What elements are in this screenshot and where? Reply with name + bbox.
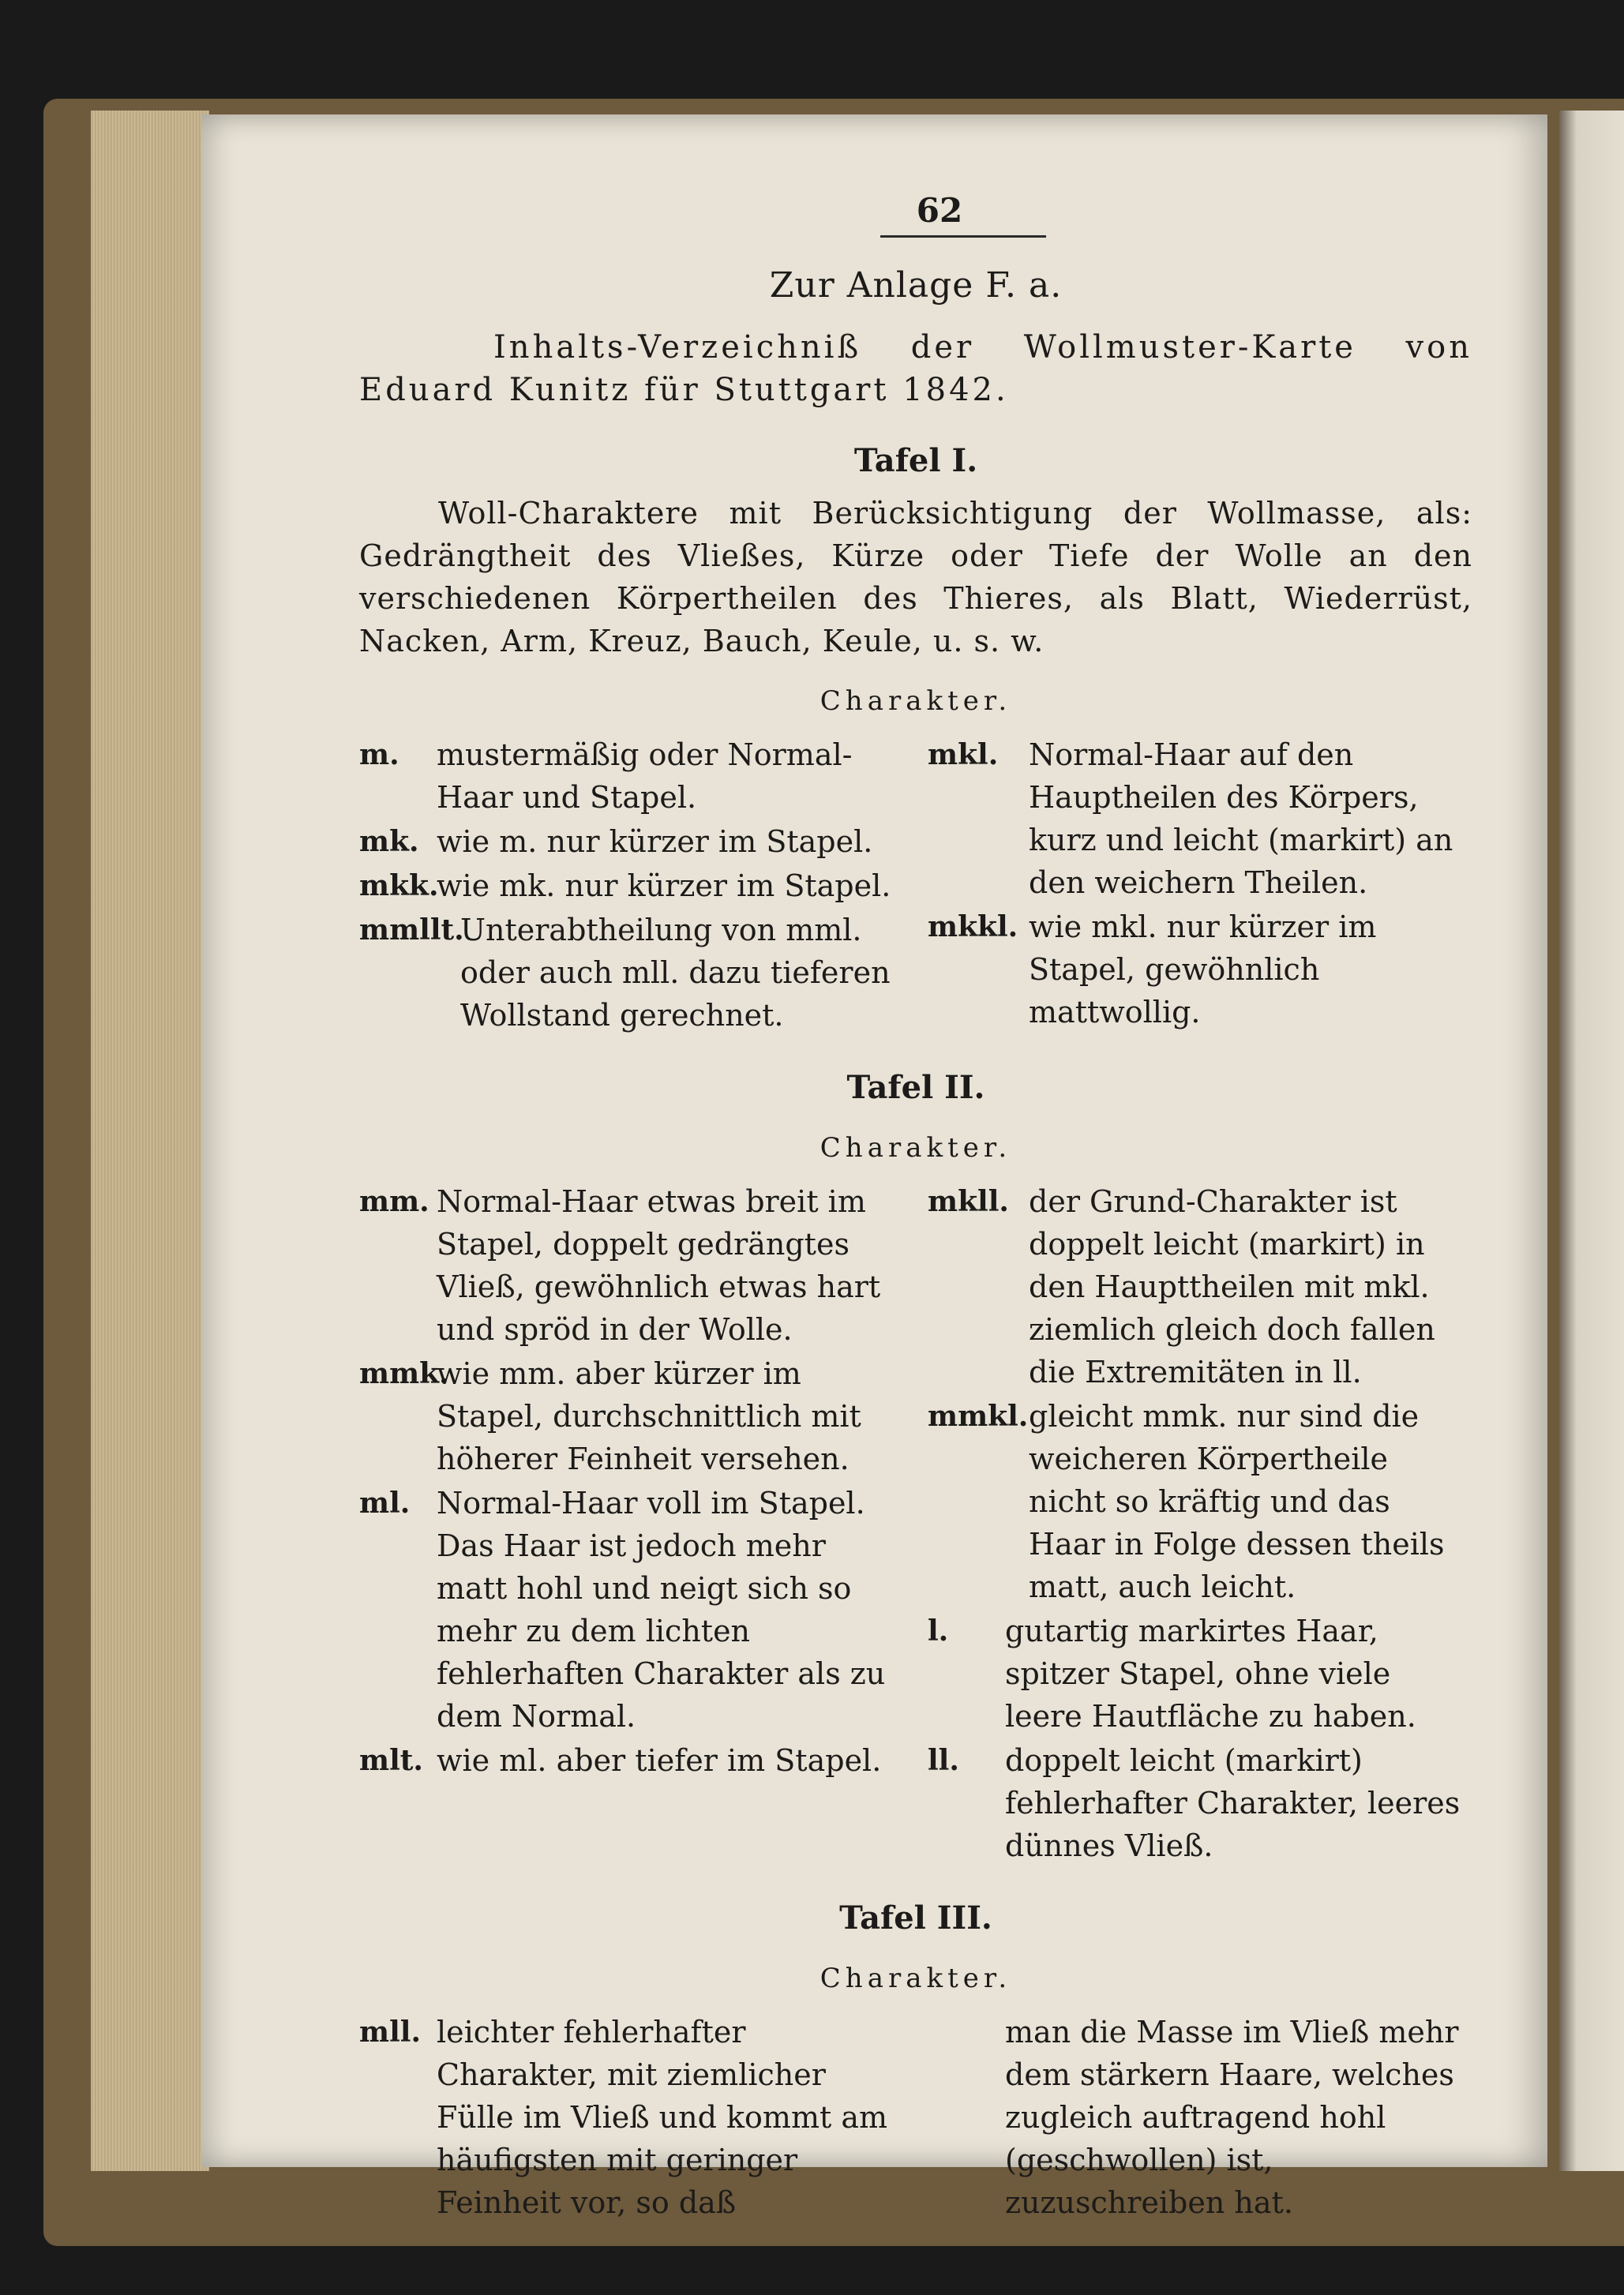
list-item — [359, 2011, 904, 2224]
facing-page-edge — [1559, 111, 1624, 2171]
entry-text: mustermäßig oder Normal-Haar und Stapel. — [437, 737, 853, 815]
list-item — [359, 820, 904, 863]
entry-text: wie ml. aber tiefer im Stapel. — [437, 1743, 882, 1778]
entry-code: mkkl. — [928, 910, 1018, 943]
entry-code: mm. — [359, 1185, 429, 1218]
list-item — [928, 906, 1472, 1033]
list-item — [928, 733, 1472, 904]
tafel-3-right-column — [928, 2011, 1472, 2226]
page-content — [359, 189, 1472, 2226]
entry-text: Unterabtheilung von mml. oder auch mll. dazu tieferen Wollstand gerechnet. — [460, 913, 891, 1033]
tafel-3-subheading: Charakter. — [820, 1963, 1012, 1994]
continuation-text: man die Masse im Vließ mehr dem stärkern Haare, welches zugleich auftragend hohl (geschwollen) ist, zuzuschreiben hat. — [1005, 2015, 1459, 2220]
entry-text: wie m. nur kürzer im Stapel. — [437, 824, 873, 859]
entry-text: Normal-Haar voll im Stapel. Das Haar ist jedoch mehr matt hohl und neigt sich so mehr zu dem lichten fehlerhaften Charakter als zu dem Normal. — [437, 1486, 886, 1734]
tafel-1-right-column — [928, 733, 1472, 1038]
tafel-1-description: Woll-Charaktere mit Berücksichtigung der Wollmasse, als: Gedrängtheit des Vließes, Kürze oder Tiefe der Wolle an den verschiedenen Körpertheilen des Thieres, als Blatt, Wiederrüst, Nacken, Arm, Kreuz, Bauch, Keule, u. s. w. — [359, 496, 1472, 658]
list-item — [928, 1739, 1472, 1867]
entry-text: gleicht mmk. nur sind die weicheren Körpertheile nicht so kräftig und das Haar in Folge dessen theils matt, auch leicht. — [1029, 1399, 1445, 1604]
page-number: 62 — [916, 191, 963, 230]
entry-code: l. — [928, 1614, 949, 1648]
tafel-3-columns — [359, 2011, 1472, 2226]
entry-text: wie mm. aber kürzer im Stapel, durchschnittlich mit höherer Feinheit versehen. — [437, 1356, 861, 1476]
tafel-1-label: Tafel I. — [853, 442, 978, 479]
tafel-3-left-column — [359, 2011, 904, 2226]
entry-text: gutartig markirtes Haar, spitzer Stapel, ohne viele leere Hautfläche zu haben. — [1005, 1614, 1416, 1734]
entry-text: der Grund-Charakter ist doppelt leicht (markirt) in den Haupttheilen mit mkl. ziemlich gleich doch fallen die Extremitäten in ll. — [1029, 1184, 1435, 1389]
document-title: Inhalts-Verzeichniß der Wollmuster-Karte von Eduard Kunitz für Stuttgart 1842. — [359, 329, 1472, 408]
tafel-1-columns — [359, 733, 1472, 1038]
entry-code: mk. — [359, 825, 419, 858]
list-item — [359, 864, 904, 907]
entry-code: mmk. — [359, 1357, 449, 1390]
entry-code: mkll. — [928, 1185, 1009, 1218]
list-item — [928, 1610, 1472, 1738]
tafel-1-subheading: Charakter. — [820, 685, 1012, 717]
list-item — [359, 909, 904, 1037]
tafel-2-left-column — [359, 1180, 904, 1869]
tafel-2-label: Tafel II. — [846, 1069, 985, 1106]
entry-text: leichter fehlerhafter Charakter, mit ziemlicher Fülle im Vließ und kommt am häufigsten mit geringer Feinheit vor, so daß — [437, 2015, 888, 2220]
entry-code: mkl. — [928, 738, 999, 771]
list-item — [359, 1482, 904, 1738]
list-item — [928, 1395, 1472, 1608]
entry-text: wie mkl. nur kürzer im Stapel, gewöhnlich mattwollig. — [1029, 909, 1377, 1029]
entry-code: mlt. — [359, 1744, 423, 1777]
entry-text: Normal-Haar etwas breit im Stapel, doppelt gedrängtes Vließ, gewöhnlich etwas hart und spröd in der Wolle. — [437, 1184, 881, 1347]
entry-code: mmllt. — [359, 913, 464, 947]
tafel-2-right-column — [928, 1180, 1472, 1869]
page-number-rule — [880, 235, 1046, 238]
entry-code: mkk. — [359, 869, 439, 902]
tafel-1-left-column — [359, 733, 904, 1038]
list-item — [359, 733, 904, 819]
list-item — [928, 1180, 1472, 1393]
entry-code: mll. — [359, 2016, 421, 2049]
list-item — [359, 1352, 904, 1480]
entry-code: mmkl. — [928, 1400, 1029, 1433]
tafel-2-columns — [359, 1180, 1472, 1869]
entry-text: doppelt leicht (markirt) fehlerhafter Charakter, leeres dünnes Vließ. — [1005, 1743, 1461, 1863]
section-heading: Zur Anlage F. a. — [769, 265, 1063, 306]
entry-text: Normal-Haar auf den Hauptheilen des Körpers, kurz und leicht (markirt) an den weichern Theilen. — [1029, 737, 1453, 900]
entry-code: ll. — [928, 1744, 959, 1777]
page-edges — [91, 111, 209, 2171]
tafel-3-label: Tafel III. — [839, 1899, 992, 1937]
tafel-2-subheading: Charakter. — [820, 1132, 1012, 1164]
entry-text: wie mk. nur kürzer im Stapel. — [437, 868, 891, 903]
entry-code: ml. — [359, 1487, 411, 1520]
entry-code: m. — [359, 738, 399, 771]
list-item — [359, 1180, 904, 1351]
list-item — [359, 1739, 904, 1782]
